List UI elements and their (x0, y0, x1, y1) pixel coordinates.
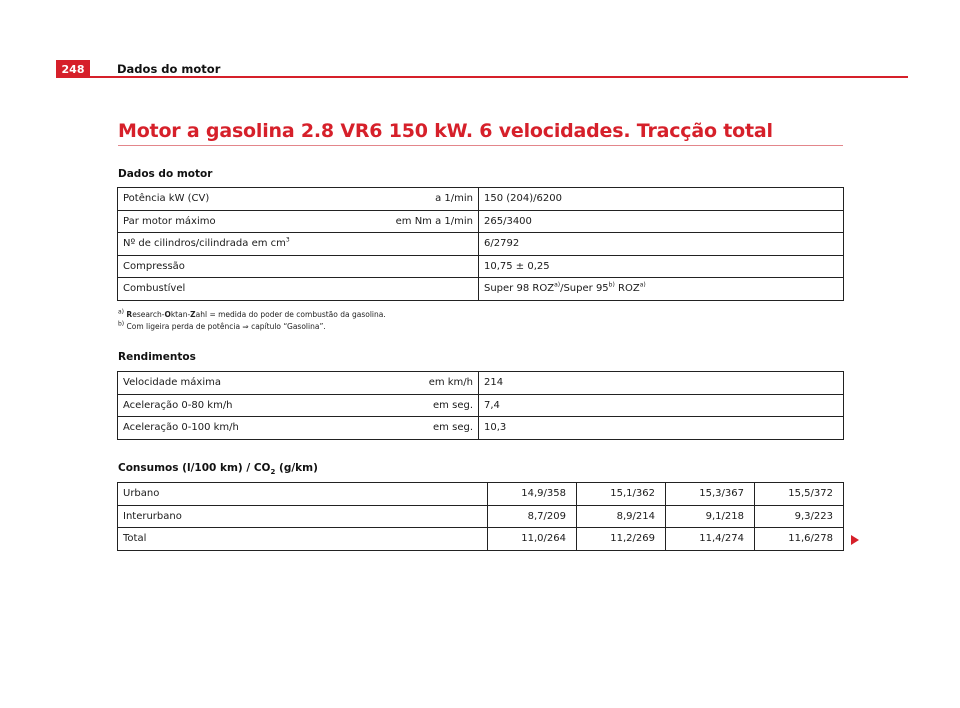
row-value: 11,2/269 (577, 528, 666, 551)
table-row (118, 278, 844, 301)
row-value: 9,3/223 (755, 505, 844, 528)
table-row (118, 188, 844, 211)
consumption-heading: Consumos (l/100 $km) / CO_2$ (g/km) (118, 462, 318, 477)
consumption-table (117, 482, 844, 551)
footnote-b: $^{b)}$ Com ligeira perda de potência ⇒ capítulo “Gasolina”. (118, 320, 326, 331)
row-label: Interurbano (118, 505, 488, 528)
table-row (118, 417, 844, 440)
row-unit: em Nm a 1/min (395, 215, 473, 227)
footnote-ref[interactable]: b) (608, 281, 615, 289)
row-value: 10,75 ± 0,25 (479, 255, 844, 278)
row-value: 214 (479, 372, 844, 395)
main-title: Motor a gasolina 2.8 VR6 150 kW. 6 velocidades. Tracção total (118, 120, 773, 142)
row-value: 8,9/214 (577, 505, 666, 528)
row-value: Super 98 ROZ$^{a)}$/Super 95$^{b)}$ ROZ$^{a)}$ (479, 278, 844, 301)
table-row (118, 483, 844, 506)
row-value: 6/2792 (479, 233, 844, 256)
superscript: 3 (285, 236, 290, 244)
title-rule (118, 145, 843, 146)
row-value: 15,5/372 (755, 483, 844, 506)
row-value: 150 (204)/6200 (479, 188, 844, 211)
row-label: Aceleração 0-100 km/h (123, 422, 239, 434)
row-unit: em km/h (428, 377, 473, 389)
row-value: 8,7/209 (488, 505, 577, 528)
footnotes (118, 309, 386, 333)
row-label: Velocidade máxima (123, 377, 221, 389)
footnote-ref[interactable]: a) (554, 281, 561, 289)
row-label: Combustível (123, 283, 186, 295)
row-label: Compressão (123, 260, 185, 272)
row-value: 11,6/278 (755, 528, 844, 551)
performance-table (117, 371, 844, 440)
header-rule (90, 76, 908, 78)
row-value: 265/3400 (479, 210, 844, 233)
table-row (118, 394, 844, 417)
table-row (118, 528, 844, 551)
row-value: 9,1/218 (666, 505, 755, 528)
engine-data-heading: Dados do motor (118, 168, 213, 180)
footnote-ref[interactable]: a) (639, 281, 646, 289)
table-row (118, 255, 844, 278)
row-value: 11,4/274 (666, 528, 755, 551)
row-unit: a 1/min (435, 193, 473, 205)
row-label: Urbano (118, 483, 488, 506)
row-value: 7,4 (479, 394, 844, 417)
performance-heading: Rendimentos (118, 351, 196, 363)
row-label: Potência kW (CV) (123, 193, 210, 205)
table-row (118, 372, 844, 395)
row-label: Nº de cilindros/cilindrada em cm (123, 238, 286, 250)
footnote-a: $^{a)}$ Research-Oktan-Zahl = medida do poder de combustão da gasolina. (118, 308, 386, 319)
row-value: 15,3/367 (666, 483, 755, 506)
page-number: 248 (56, 60, 90, 78)
next-page-arrow-icon[interactable] (851, 535, 859, 545)
table-row (118, 233, 844, 256)
header-title: Dados do motor (117, 62, 221, 76)
row-label: Par motor máximo (123, 215, 216, 227)
row-label: Total (118, 528, 488, 551)
table-row (118, 210, 844, 233)
row-label: Aceleração 0-80 km/h (123, 399, 233, 411)
row-value: 11,0/264 (488, 528, 577, 551)
table-row (118, 505, 844, 528)
row-value: 14,9/358 (488, 483, 577, 506)
row-unit: em seg. (433, 422, 473, 434)
row-value: 10,3 (479, 417, 844, 440)
row-value: 15,1/362 (577, 483, 666, 506)
row-unit: em seg. (433, 399, 473, 411)
engine-data-table (117, 187, 844, 301)
